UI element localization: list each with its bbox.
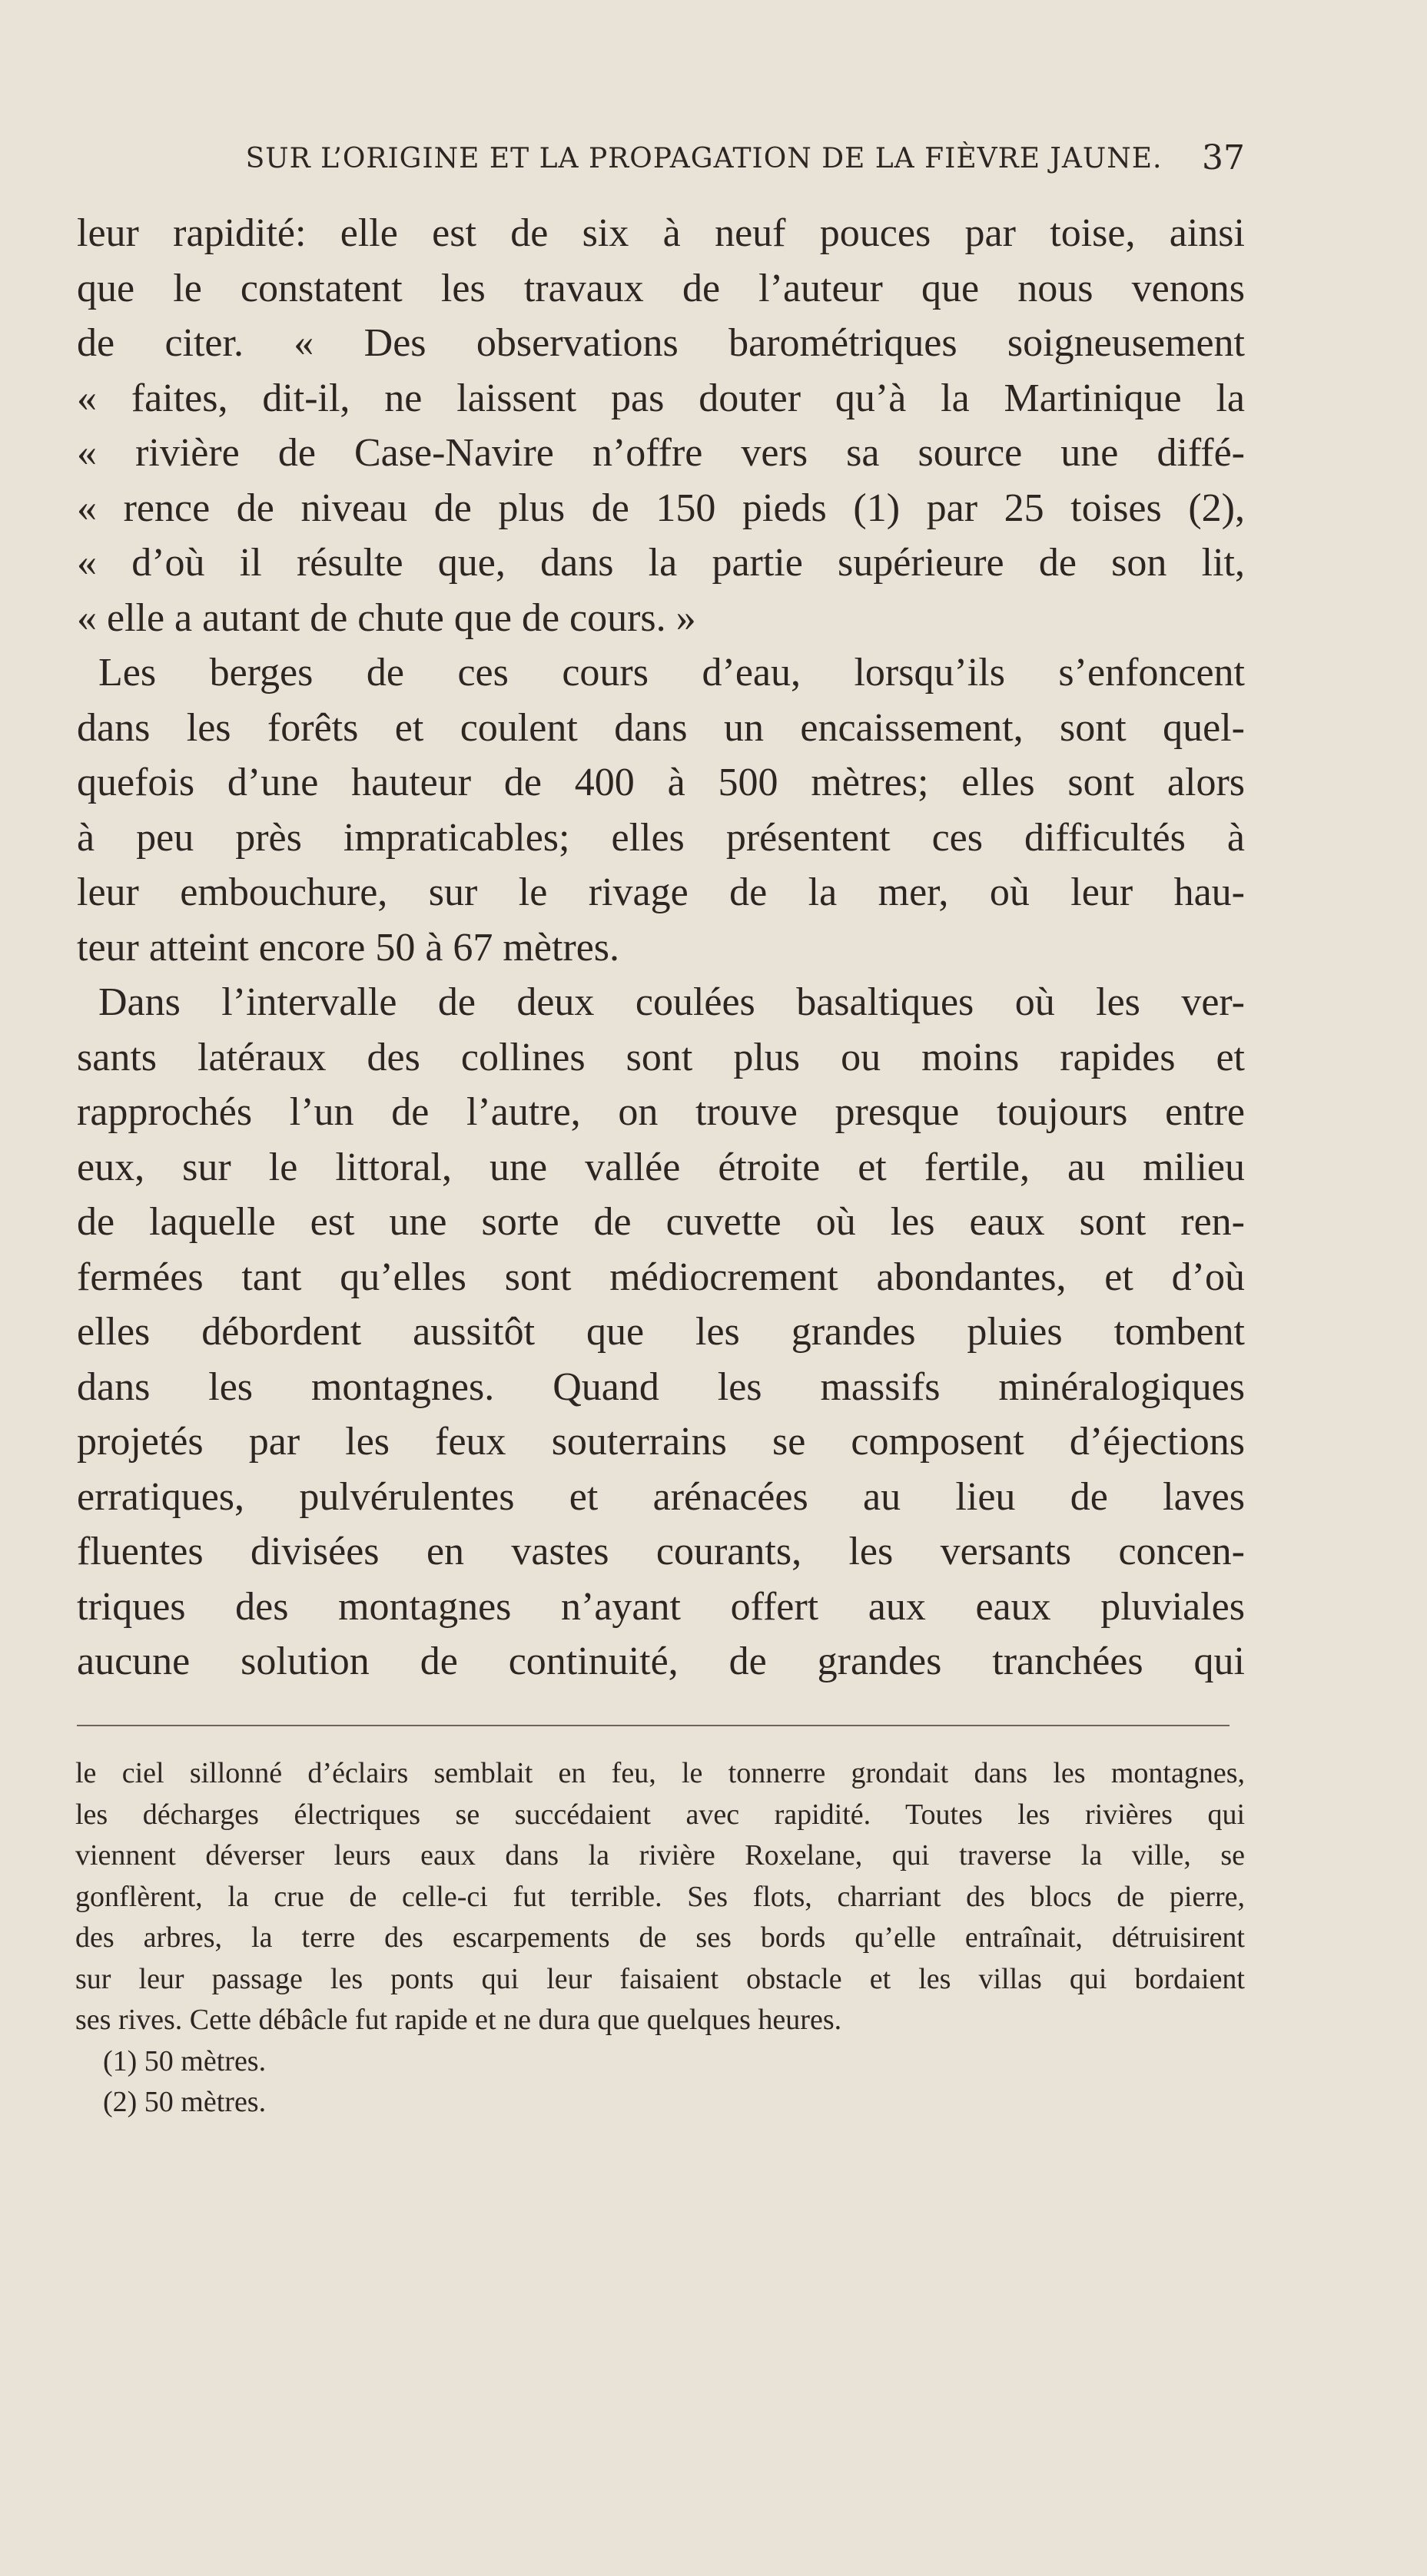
- text-line: rapprochés l’un de l’autre, on trouve presque toujours entre: [77, 1090, 1245, 1134]
- footnote-divider: [77, 1725, 1230, 1726]
- text-line: de citer. « Des observations barométriques soigneusement: [77, 321, 1245, 365]
- running-title: SUR L’ORIGINE ET LA PROPAGATION DE LA FIÈVRE JAUNE.: [245, 143, 1163, 174]
- text-line: erratiques, pulvérulentes et arénacées au lieu de laves: [77, 1474, 1245, 1519]
- text-line: sants latéraux des collines sont plus ou moins rapides et: [77, 1035, 1245, 1079]
- text-line: « faites, dit-il, ne laissent pas douter qu’à la Martinique la: [77, 376, 1245, 420]
- text-line: « elle a autant de chute que de cours. »: [77, 595, 696, 640]
- text-line: Les berges de ces cours d’eau, lorsqu’ils s’enfoncent: [98, 651, 1245, 695]
- text-line: « rivière de Case-Navire n’offre vers sa source une diffé-: [77, 431, 1245, 475]
- footnote-note: (1) 50 mètres.: [103, 2044, 267, 2077]
- footnote-line: sur leur passage les ponts qui leur faisaient obstacle et les villas qui bordaient: [75, 1962, 1245, 1995]
- footnote-line: gonflèrent, la crue de celle-ci fut terrible. Ses flots, charriant des blocs de pierre,: [75, 1880, 1245, 1913]
- text-line: leur rapidité: elle est de six à neuf pouces par toise, ainsi: [77, 211, 1245, 255]
- text-line: aucune solution de continuité, de grandes tranchées qui: [77, 1639, 1245, 1683]
- text-line: « d’où il résulte que, dans la partie supérieure de son lit,: [77, 541, 1245, 585]
- text-line: fluentes divisées en vastes courants, les versants concen-: [77, 1530, 1245, 1573]
- main-text-block: [77, 206, 1245, 1689]
- text-line: elles débordent aussitôt que les grandes pluies tombent: [77, 1310, 1245, 1354]
- text-line: à peu près impraticables; elles présentent ces difficultés à: [77, 815, 1245, 860]
- text-line: Dans l’intervalle de deux coulées basaltiques où les ver-: [98, 980, 1245, 1024]
- text-line: dans les forêts et coulent dans un encaissement, sont quel-: [77, 705, 1245, 750]
- footnote-line: des arbres, la terre des escarpements de ses bords qu’elle entraînait, détruisirent: [75, 1921, 1245, 1954]
- text-line: « rence de niveau de plus de 150 pieds (1) par 25 toises (2),: [77, 486, 1245, 530]
- text-line: dans les montagnes. Quand les massifs minéralogiques: [77, 1364, 1245, 1409]
- footnote-note: (2) 50 mètres.: [103, 2086, 267, 2118]
- text-line: fermées tant qu’elles sont médiocrement abondantes, et d’où: [77, 1255, 1245, 1299]
- page-number: 37: [1202, 138, 1245, 177]
- footnote-line: ses rives. Cette débâcle fut rapide et ne dura que quelques heures.: [75, 2004, 842, 2036]
- text-line: projetés par les feux souterrains se composent d’éjections: [77, 1420, 1245, 1464]
- footnote-line: le ciel sillonné d’éclairs semblait en feu, le tonnerre grondait dans les montagnes,: [75, 1757, 1245, 1789]
- text-line: leur embouchure, sur le rivage de la mer, où leur hau-: [77, 870, 1245, 914]
- footnotes-block: [75, 1753, 1245, 2123]
- text-line: triques des montagnes n’ayant offert aux eaux pluviales: [77, 1584, 1245, 1629]
- text-line: que le constatent les travaux de l’auteur que nous venons: [77, 266, 1245, 310]
- text-line: quefois d’une hauteur de 400 à 500 mètres; elles sont alors: [77, 761, 1245, 804]
- text-line: teur atteint encore 50 à 67 mètres.: [77, 925, 620, 970]
- text-line: de laquelle est une sorte de cuvette où les eaux sont ren-: [77, 1200, 1245, 1244]
- footnote-line: viennent déverser leurs eaux dans la rivière Roxelane, qui traverse la ville, se: [75, 1839, 1245, 1871]
- footnote-line: les décharges électriques se succédaient avec rapidité. Toutes les rivières qui: [75, 1798, 1245, 1831]
- text-line: eux, sur le littoral, une vallée étroite et fertile, au milieu: [77, 1145, 1245, 1189]
